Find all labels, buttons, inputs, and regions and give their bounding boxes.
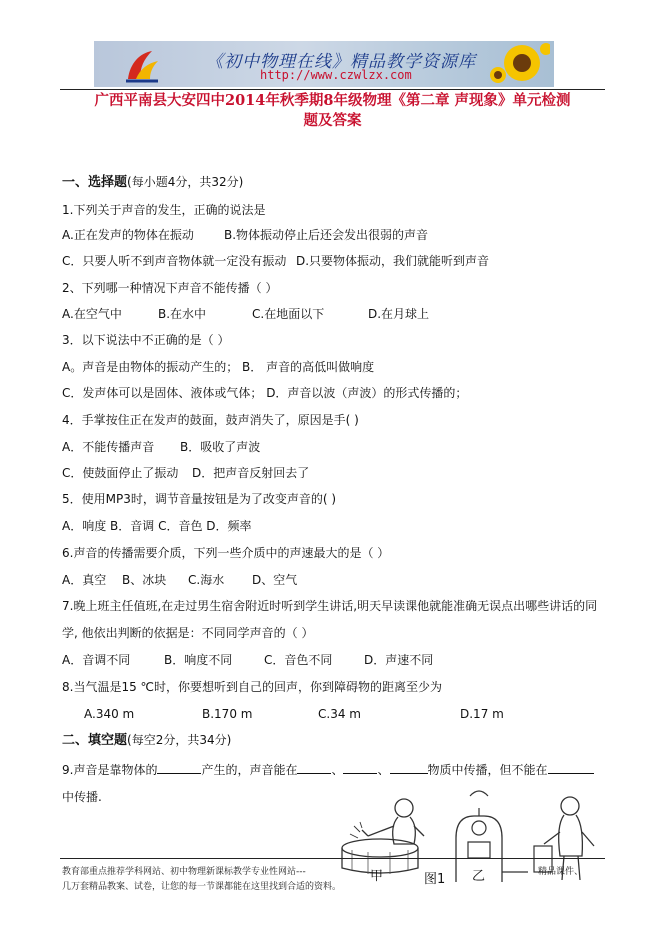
q9-line2: 中传播. bbox=[62, 790, 102, 804]
q7-stem-line2: 学, 他依出判断的依据是：不同同学声音的（ ） bbox=[62, 626, 314, 640]
figure-label-jia: 甲 bbox=[370, 869, 384, 884]
q7-option-a: A．音调不同 bbox=[62, 653, 131, 667]
q1-option-d: D.只要物体振动，我们就能听到声音 bbox=[296, 254, 490, 268]
q6-stem: 6.声音的传播需要介质，下列一些介质中的声速最大的是（ ） bbox=[62, 546, 390, 560]
q9-blank-5[interactable] bbox=[548, 761, 594, 774]
q1-option-b: B.物体振动停止后还会发出很弱的声音 bbox=[224, 228, 429, 242]
q6-option-a: A．真空 bbox=[62, 573, 107, 587]
sunflower-icon bbox=[488, 41, 550, 87]
site-logo-icon bbox=[122, 45, 162, 85]
footer-line1-end: 精品课件、 bbox=[538, 867, 584, 877]
q9-blank-4[interactable] bbox=[390, 761, 428, 774]
q3-options-cd: C．发声体可以是固体、液体或气体； D．声音以波（声波）的形式传播的； bbox=[62, 386, 468, 400]
q6-option-d: D、空气 bbox=[252, 573, 298, 587]
q2-stem: 2、下列哪一种情况下声音不能传播（ ） bbox=[62, 281, 278, 295]
q7-stem-line1: 7.晚上班主任值班,在走过男生宿舍附近时听到学生讲话,明天早读课他就能准确无误点出哪些讲话的同 bbox=[62, 599, 598, 613]
q1-option-c: C．只要人听不到声音物体就一定没有振动 bbox=[62, 254, 287, 268]
q6-option-c: C.海水 bbox=[188, 573, 225, 587]
banner-title: 《初中物理在线》精品教学资源库 bbox=[206, 52, 476, 72]
q2-option-d: D.在月球上 bbox=[368, 307, 430, 321]
q4-option-a: A．不能传播声音 bbox=[62, 440, 155, 454]
q4-option-b: B．吸收了声波 bbox=[180, 440, 261, 454]
q3-options-ab: A。声音是由物体的振动产生的； B． 声音的高低叫做响度 bbox=[62, 360, 375, 374]
q2-option-c: C.在地面以下 bbox=[252, 307, 325, 321]
figure-label-yi: 乙 bbox=[472, 869, 486, 884]
footer-line2: 几万套精品教案、试卷，让您的每一节课都能在这里找到合适的资料。 bbox=[62, 882, 342, 892]
q8-option-c: C.34 m bbox=[318, 707, 361, 721]
q8-option-d: D.17 m bbox=[460, 707, 504, 721]
q9-blank-3[interactable] bbox=[343, 761, 377, 774]
q2-option-a: A.在空气中 bbox=[62, 307, 122, 321]
section-choice-heading: 一、选择题(每小题4分，共32分) bbox=[62, 175, 244, 190]
q1-option-a: A.正在发声的物体在振动 bbox=[62, 228, 194, 242]
figure-1 bbox=[338, 786, 628, 886]
q8-option-a: A.340 m bbox=[84, 707, 135, 721]
figure-caption: 图1 bbox=[424, 872, 446, 887]
q8-stem: 8.当气温是15 ℃时，你要想听到自己的回声，你到障碍物的距离至少为 bbox=[62, 680, 443, 694]
q2-option-b: B.在水中 bbox=[158, 307, 207, 321]
section-fill-heading: 二、填空题(每空2分，共34分) bbox=[62, 733, 232, 748]
q6-option-b: B、冰块 bbox=[122, 573, 167, 587]
q1-stem: 1.下列关于声音的发生，正确的说法是 bbox=[62, 203, 266, 217]
q4-stem: 4．手掌按住正在发声的鼓面，鼓声消失了，原因是手( ) bbox=[62, 413, 359, 427]
q5-stem: 5．使用MP3时，调节音量按钮是为了改变声音的( ) bbox=[62, 492, 337, 506]
banner-url[interactable]: http://www.czwlzx.com bbox=[260, 68, 412, 82]
footer-line1: 教育部重点推荐学科网站、初中物理新课标教学专业性网站--- bbox=[62, 867, 306, 877]
q4-option-c: C．使鼓面停止了振动 bbox=[62, 466, 179, 480]
q4-option-d: D．把声音反射回去了 bbox=[192, 466, 310, 480]
page-title: 广西平南县大安四中2014年秋季期8年级物理《第二章 声现象》单元检测 题及答案 bbox=[94, 92, 571, 129]
q7-option-c: C．音色不同 bbox=[264, 653, 333, 667]
q7-option-b: B．响度不同 bbox=[164, 653, 233, 667]
q9-blank-1[interactable] bbox=[157, 761, 201, 774]
header-rule bbox=[60, 89, 605, 90]
q9-line1: 9.声音是靠物体的 产生的，声音能在 、 、 物质中传播，但不能在 bbox=[62, 761, 594, 778]
q7-option-d: D．声速不同 bbox=[364, 653, 434, 667]
header-banner bbox=[94, 41, 554, 87]
q8-option-b: B.170 m bbox=[202, 707, 253, 721]
q3-stem: 3．以下说法中不正确的是（ ） bbox=[62, 333, 230, 347]
footer-rule bbox=[60, 858, 605, 859]
q5-options: A．响度 B．音调 C．音色 D．频率 bbox=[62, 519, 252, 533]
q9-blank-2[interactable] bbox=[297, 761, 331, 774]
